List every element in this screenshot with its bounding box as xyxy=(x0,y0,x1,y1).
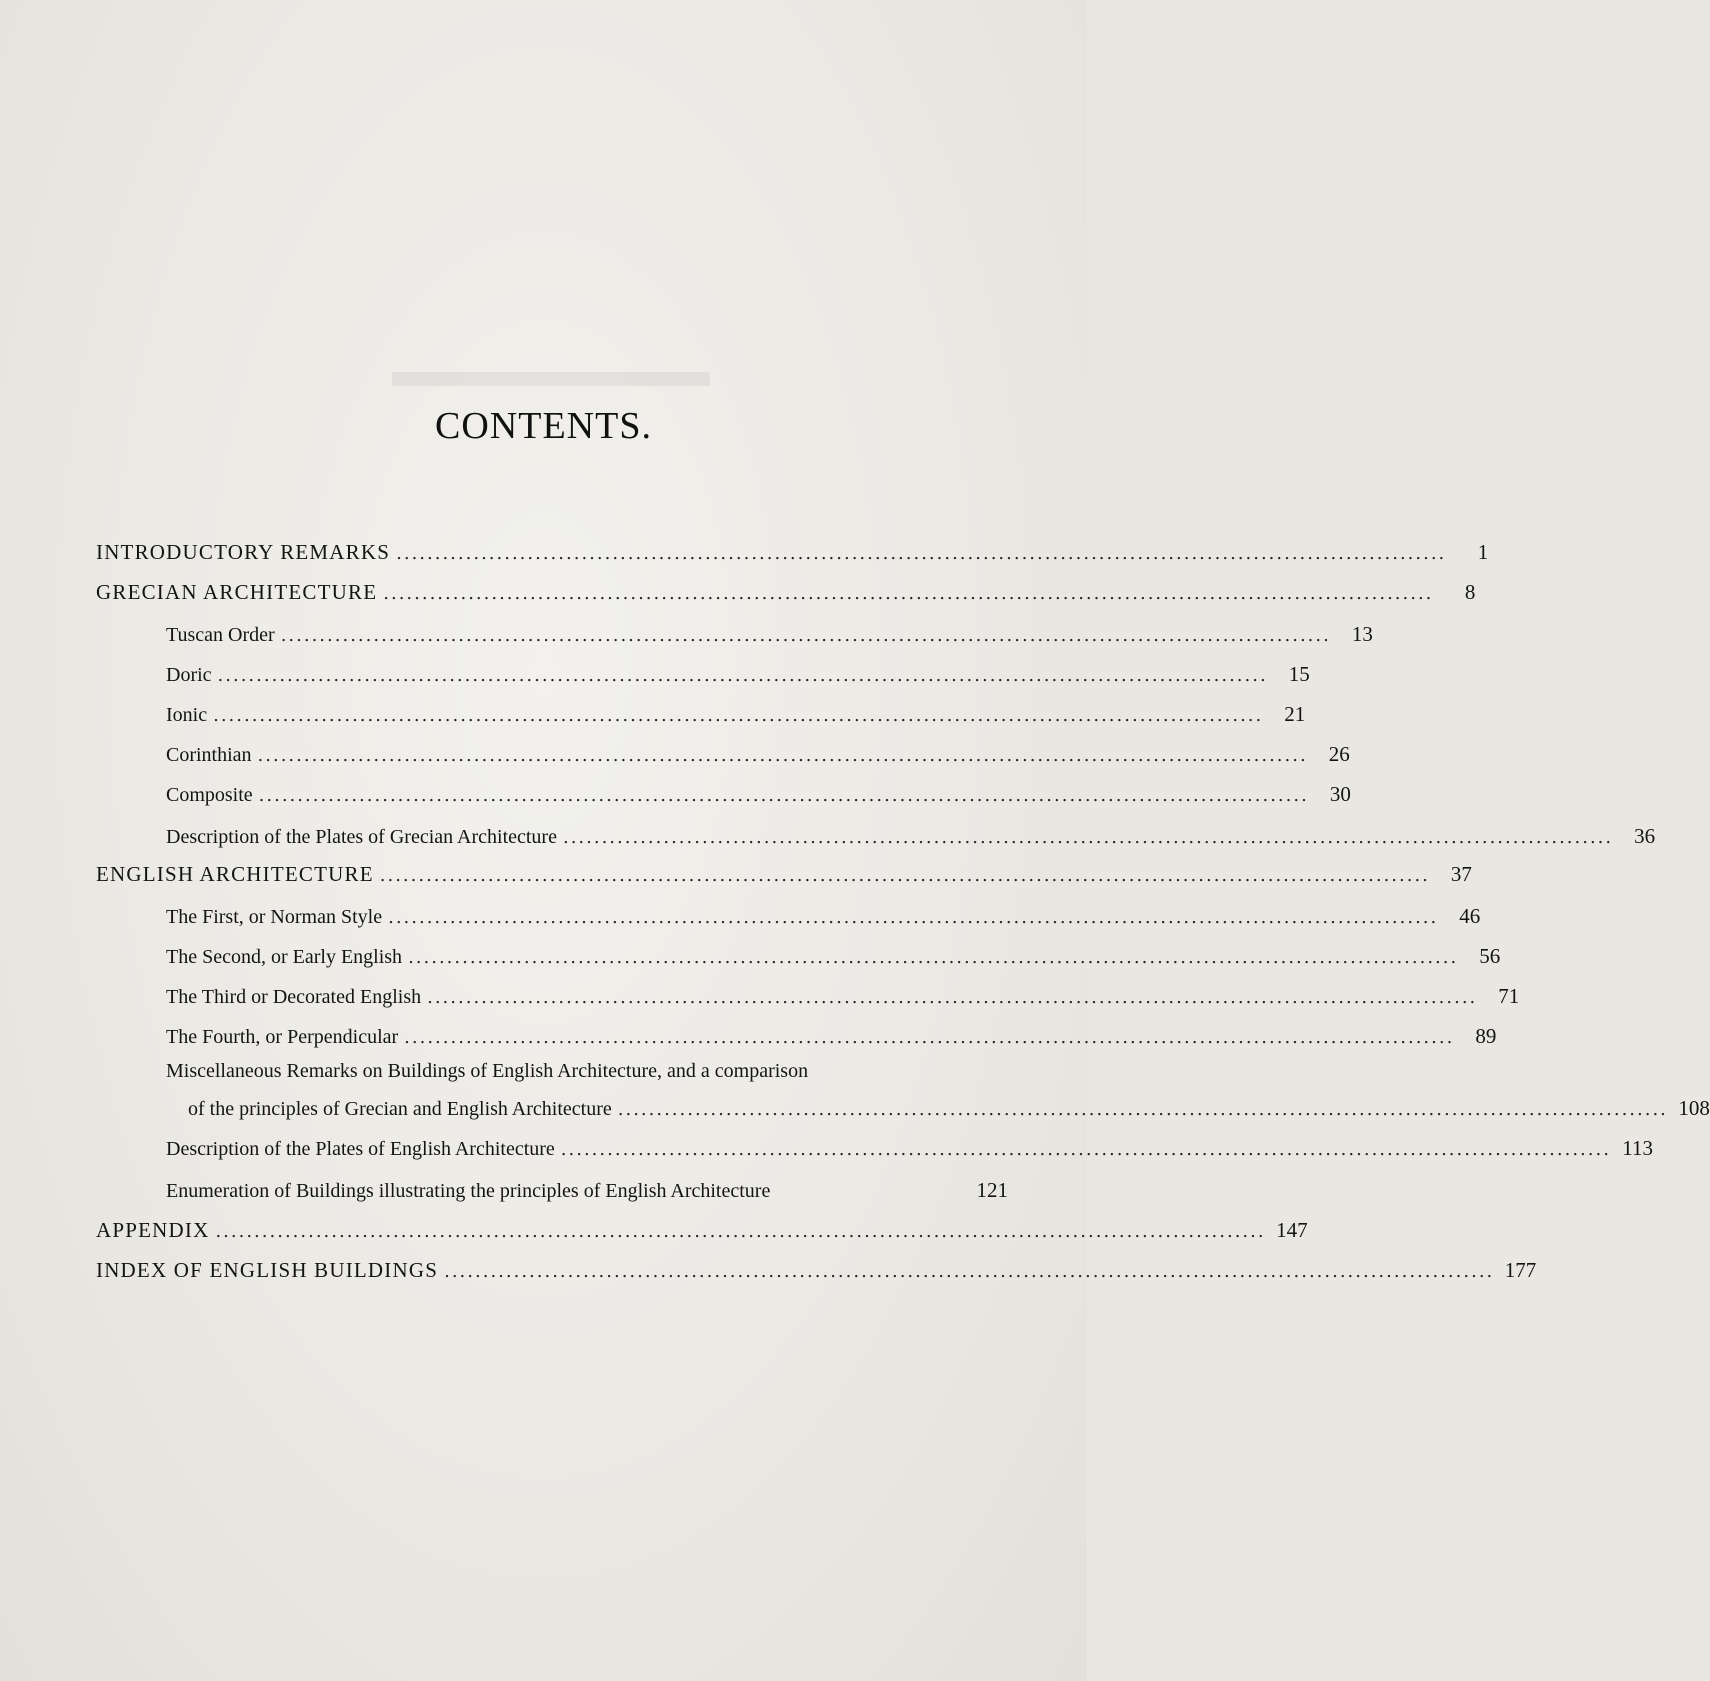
toc-entry-page: 89 xyxy=(1475,1024,1497,1048)
dot-leader: ........................................................................................................................................ xyxy=(257,745,1308,766)
toc-entry-grecian-plates xyxy=(166,824,1656,854)
toc-entry-label: Tuscan Order xyxy=(166,624,275,646)
toc-entry-label: APPENDIX xyxy=(96,1218,210,1242)
dot-leader: ........................................................................................................................................ xyxy=(383,583,1434,604)
dot-leader: ........................................................................................................................................ xyxy=(404,1027,1455,1048)
toc-entry-label: The Third or Decorated English xyxy=(166,986,422,1008)
dot-leader: ........................................................................................................................................ xyxy=(217,665,1268,686)
dot-leader: ........................................................................................................................................ xyxy=(617,1099,1668,1120)
toc-entry-label: of the principles of Grecian and English Architecture xyxy=(188,1098,612,1120)
toc-entry-page: 108 xyxy=(1678,1096,1710,1120)
dot-leader: ........................................................................................................................................ xyxy=(560,1139,1611,1160)
toc-entry-introductory-remarks xyxy=(96,540,1489,570)
toc-entry-misc-remarks-line2 xyxy=(188,1096,1710,1126)
toc-entry-english-architecture xyxy=(96,862,1472,892)
toc-entry-corinthian xyxy=(166,742,1350,772)
toc-entry-label: GRECIAN ARCHITECTURE xyxy=(96,580,378,604)
toc-entry-doric xyxy=(166,662,1310,692)
toc-entry-label: Description of the Plates of English Architecture xyxy=(166,1138,555,1160)
toc-entry-page: 21 xyxy=(1284,702,1306,726)
toc-entry-label: Enumeration of Buildings illustrating the principles of English Architecture xyxy=(166,1180,771,1202)
dot-leader: ........................................................................................................................................ xyxy=(444,1261,1495,1282)
toc-entry-page: 121 xyxy=(976,1178,1008,1202)
page-title: CONTENTS. xyxy=(435,405,652,447)
toc-entry-page: 56 xyxy=(1479,944,1501,968)
dot-leader: ........................................................................................................................................ xyxy=(258,785,1309,806)
toc-entry-perpendicular xyxy=(166,1024,1497,1054)
toc-entry-ionic xyxy=(166,702,1306,732)
dot-leader: ........................................................................................................................................ xyxy=(396,543,1447,564)
toc-entry-page: 113 xyxy=(1622,1136,1653,1160)
toc-entry-appendix xyxy=(96,1218,1308,1248)
dot-leader: ........................................................................................................................................ xyxy=(388,907,1439,928)
dot-leader: ........................................................................................................................................ xyxy=(562,827,1614,848)
toc-entry-label: The First, or Norman Style xyxy=(166,906,383,928)
toc-entry-early-english xyxy=(166,944,1501,974)
toc-entry-label: Composite xyxy=(166,784,253,806)
toc-entry-grecian-architecture xyxy=(96,580,1476,610)
toc-entry-page: 177 xyxy=(1504,1258,1537,1282)
toc-entry-label: The Second, or Early English xyxy=(166,946,403,968)
toc-entry-page: 8 xyxy=(1464,580,1476,604)
dot-leader: ........................................................................................................................................ xyxy=(379,865,1430,886)
toc-entry-label: INDEX OF ENGLISH BUILDINGS xyxy=(96,1258,439,1282)
toc-entry-page: 1 xyxy=(1477,540,1489,564)
toc-entry-page: 30 xyxy=(1329,782,1351,806)
toc-entry-english-plates xyxy=(166,1136,1653,1166)
toc-entry-label: Ionic xyxy=(166,704,208,726)
toc-entry-label: INTRODUCTORY REMARKS xyxy=(96,540,391,564)
toc-entry-label: Doric xyxy=(166,664,212,686)
toc-entry-enumeration-of-buildings xyxy=(166,1178,1008,1208)
bleed-through-rule xyxy=(392,372,710,386)
dot-leader: ........................................................................................................................................ xyxy=(215,1221,1266,1242)
toc-entry-decorated-english xyxy=(166,984,1520,1014)
toc-entry-composite xyxy=(166,782,1351,812)
toc-entry-tuscan-order xyxy=(166,622,1373,652)
toc-entry-page: 13 xyxy=(1351,622,1373,646)
toc-entry-label: ENGLISH ARCHITECTURE xyxy=(96,862,374,886)
toc-entry-page: 37 xyxy=(1450,862,1472,886)
toc-entry-page: 15 xyxy=(1288,662,1310,686)
toc-entry-index-of-english-buildings xyxy=(96,1258,1537,1288)
dot-leader: ........................................................................................................................................ xyxy=(213,705,1264,726)
toc-entry-norman-style xyxy=(166,904,1481,934)
toc-entry-page: 36 xyxy=(1634,824,1656,848)
toc-entry-label: Description of the Plates of Grecian Architecture xyxy=(166,826,557,848)
dot-leader: ........................................................................................................................................ xyxy=(280,625,1331,646)
toc-entry-page: 46 xyxy=(1459,904,1481,928)
toc-entry-page: 147 xyxy=(1276,1218,1308,1242)
dot-leader: ........................................................................................................................................ xyxy=(408,947,1459,968)
toc-entry-page: 26 xyxy=(1328,742,1350,766)
toc-entry-page: 71 xyxy=(1498,984,1520,1008)
toc-entry-label: The Fourth, or Perpendicular xyxy=(166,1026,399,1048)
dot-leader: ........................................................................................................................................ xyxy=(427,987,1478,1008)
toc-entry-label: Corinthian xyxy=(166,744,252,766)
toc-entry-misc-remarks-line1: Miscellaneous Remarks on Buildings of English Architecture, and a comparison xyxy=(166,1060,809,1082)
